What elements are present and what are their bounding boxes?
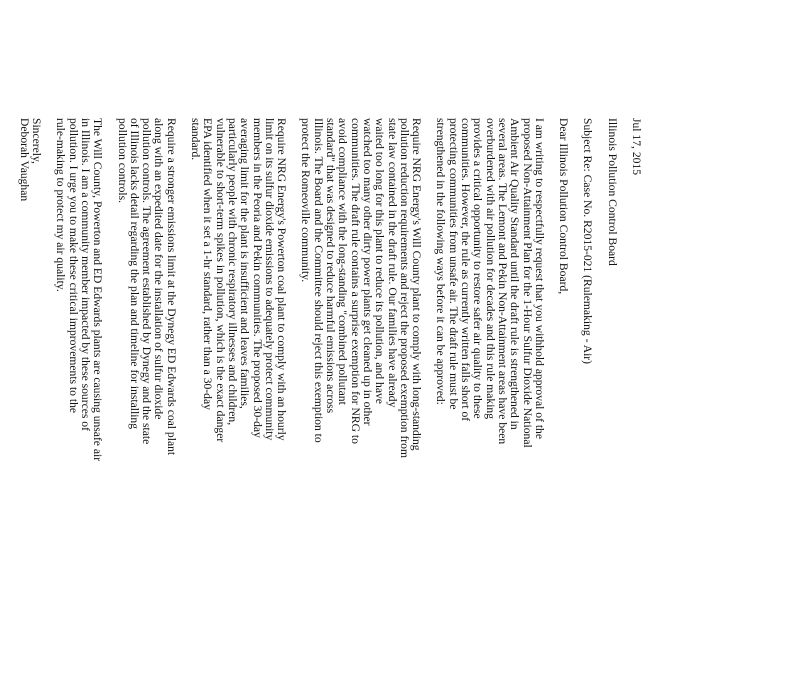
paragraph-line: Ambient Air Quality Standard until the draft rule is strengthened in (508, 118, 522, 430)
paragraph-line: Require a stronger emissions limit at the Dynegy ED Edwards coal plant (164, 118, 178, 456)
paragraph-line: state law contained in the draft rule. Our families have already (385, 118, 399, 408)
letter-subject-block (581, 118, 593, 678)
paragraph-line: limit on its sulfur dioxide emissions to adequately protect community (262, 118, 276, 441)
paragraph-line: provides a critical opportunity to restore safer air quality to these (471, 118, 485, 419)
paragraph-line: The Will County, Powerton and ED Edwards plants are causing unsafe air (91, 118, 105, 462)
paragraph-line: overburdened with air pollution for decades and this rule making (483, 118, 497, 420)
letter-subject: Subject Re: Case No. R2015-021 (Rulemaking - Air) (581, 118, 595, 365)
paragraph-line: in Illinois. I am a community member impacted by these sources of (79, 118, 93, 431)
paragraph-line: pollution. I urge you to make these critical improvements to the (66, 118, 80, 414)
paragraph-line: EPA identified when it set a 1-hr standard, rather than a 30-day (201, 118, 215, 410)
letter-recipient: Illinois Pollution Control Board (605, 118, 619, 266)
paragraph-line: members in the Peoria and Pekin communities. The proposed 30-day (250, 118, 264, 438)
letter-date: Jul 17, 2015 (630, 118, 643, 176)
letter-closing: Sincerely, (30, 118, 44, 164)
letter-salutation-block (557, 118, 569, 678)
paragraph-line: watched too many other dirty power plants get cleaned up in other (360, 118, 374, 426)
paragraph-line: pollution controls. The agreement established by Dynegy and the state (140, 118, 154, 445)
paragraph-line: protecting communities from unsafe air. The draft rule must be (446, 118, 460, 410)
letter-document (18, 118, 642, 678)
paragraph-line: waited too long for this plant to reduce its pollution, and have (373, 118, 387, 404)
paragraph-ed-edwards (115, 118, 176, 678)
letter-signature: Deborah Vaughan (17, 118, 31, 202)
paragraph-line: vulnerable to short-term spikes in pollution, which is the exact danger (213, 118, 227, 443)
paragraph-line: proposed Non-Attainment Plan for the 1-Hour Sulfur Dioxide National (520, 118, 534, 448)
letter-salutation: Dear Illinois Pollution Control Board, (557, 118, 571, 295)
paragraph-line: pollution controls. (115, 118, 129, 204)
letter-signoff (18, 118, 43, 678)
paragraph-line: Require NRG Energy's Will County plant to comply with long-standing (410, 118, 424, 451)
paragraph-line: protect the Romeoville community. (299, 118, 313, 283)
paragraph-line: Require NRG Energy's Powerton coal plant to comply with an hourly (275, 118, 289, 441)
paragraph-line: strengthened in the following ways before it can be approved: (434, 118, 448, 405)
paragraph-line: standard. (189, 118, 203, 161)
paragraph-line: Illinois. The Board and the Committee should reject this exemption to (311, 118, 325, 443)
letter-date-block (630, 118, 642, 678)
paragraph-line: particularly people with chronic respiratory illnesses and children, (225, 118, 239, 426)
paragraph-line: several areas. The Lemont and Pekin Non-Attainment areas have been (495, 118, 509, 445)
paragraph-will-county (299, 118, 422, 678)
paragraph-line: avoid compliance with the long-standing "combined pollutant (336, 118, 350, 405)
paragraph-line: rule-making to protect my air quality. (54, 118, 68, 292)
paragraph-line: communities. However, the rule as currently written falls short of (459, 118, 473, 422)
paragraph-line: along with an expedited date for the installation of sulfur dioxide (152, 118, 166, 420)
paragraph-line: pollution reduction requirements and reject the proposed exemption from (397, 118, 411, 458)
paragraph-line: of Illinois lacks detail regarding the plan and timeline for installing (127, 118, 141, 430)
paragraph-line: averaging limit for the plant is insufficient and leaves families, (238, 118, 252, 409)
paragraph-conclusion (54, 118, 103, 678)
paragraph-intro (434, 118, 545, 678)
paragraph-line: communities. The draft rule contains a surprise exemption for NRG to (348, 118, 362, 444)
paragraph-powerton (189, 118, 287, 678)
letter-recipient-block (605, 118, 617, 678)
paragraph-line: I am writing to respectfully request that you withhold approval of the (532, 118, 546, 440)
paragraph-line: standard" that was designed to reduce harmful emissions across (324, 118, 338, 414)
